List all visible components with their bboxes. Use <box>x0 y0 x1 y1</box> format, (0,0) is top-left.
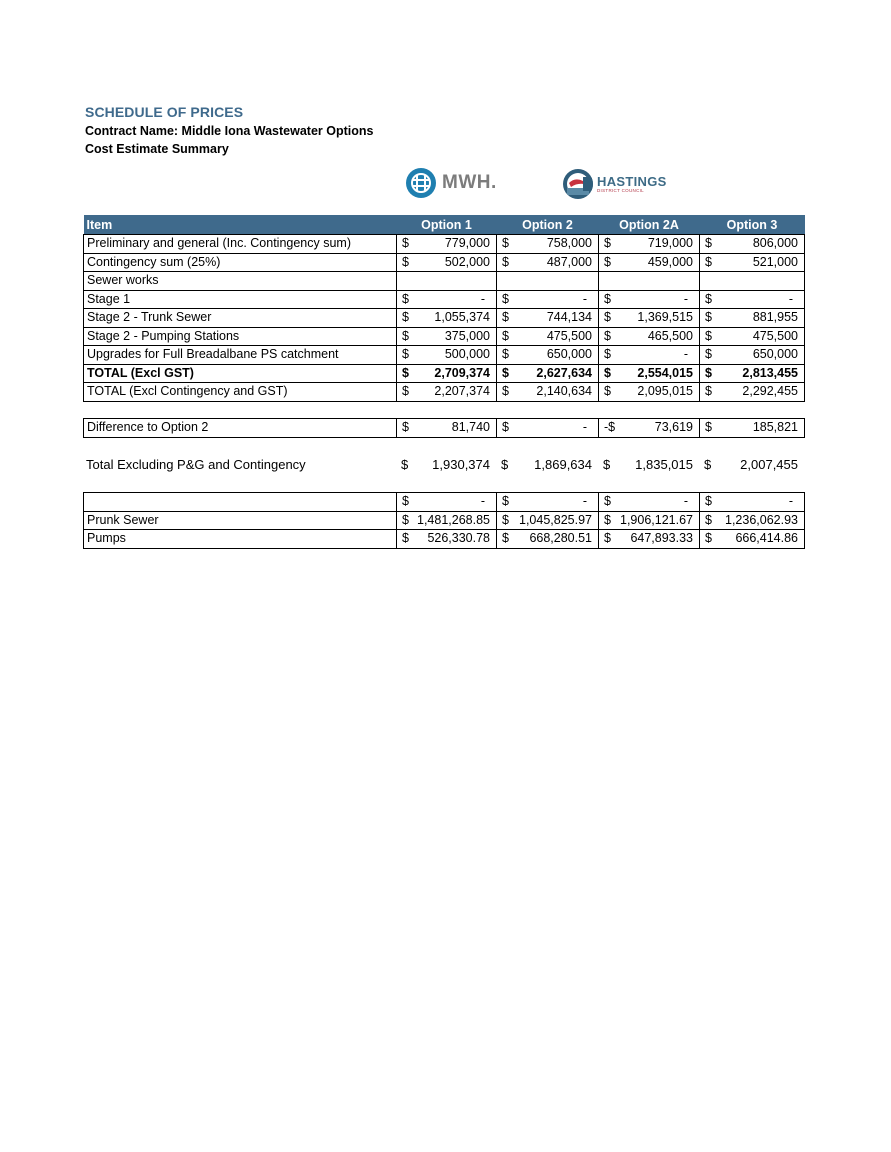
currency-symbol: $ <box>705 254 712 269</box>
currency-symbol: $ <box>604 512 611 527</box>
item-label: TOTAL (Excl GST) <box>84 364 397 383</box>
value-cell <box>700 253 805 272</box>
table-header-row <box>84 216 805 235</box>
amount: 465,500 <box>647 328 693 343</box>
currency-symbol: $ <box>502 531 509 546</box>
amount: 2,207,374 <box>434 384 490 399</box>
amount: 2,627,634 <box>536 365 592 380</box>
column-header-option-3: Option 3 <box>700 216 805 235</box>
value-cell <box>599 364 700 383</box>
value-cell <box>599 419 700 438</box>
amount: 1,906,121.67 <box>620 512 693 527</box>
currency-symbol: $ <box>502 512 509 527</box>
value-cell <box>397 419 497 438</box>
currency-symbol: $ <box>604 384 611 399</box>
value-cell <box>599 493 700 512</box>
amount: 487,000 <box>546 254 592 269</box>
mwh-logo-text: MWH. <box>442 172 497 193</box>
amount: 1,481,268.85 <box>417 512 490 527</box>
currency-symbol: $ <box>502 365 509 380</box>
total-excluding-row <box>83 456 804 474</box>
currency-symbol: $ <box>402 512 409 527</box>
currency-symbol: $ <box>402 420 409 435</box>
column-header-option-1: Option 1 <box>397 216 497 235</box>
item-label: Total Excluding P&G and Contingency <box>86 457 306 473</box>
table-row <box>84 327 805 346</box>
amount: 185,821 <box>752 420 798 435</box>
amount: - <box>480 291 485 306</box>
table-row <box>84 364 805 383</box>
currency-symbol: $ <box>402 347 409 362</box>
currency-symbol: $ <box>705 347 712 362</box>
value-cell <box>497 364 599 383</box>
item-label: Pumps <box>84 530 397 549</box>
amount: 375,000 <box>444 328 490 343</box>
amount: 719,000 <box>647 236 693 251</box>
amount: 2,007,455 <box>740 457 798 473</box>
currency-symbol: $ <box>502 420 509 435</box>
value-cell <box>397 253 497 272</box>
amount: - <box>480 494 485 509</box>
amount: 647,893.33 <box>630 531 693 546</box>
value-cell <box>497 493 599 512</box>
amount: 779,000 <box>444 236 490 251</box>
value-cell <box>599 511 700 530</box>
currency-symbol: $ <box>705 384 712 399</box>
amount: - <box>582 420 587 435</box>
value-cell <box>700 530 805 549</box>
amount: 666,414.86 <box>735 531 798 546</box>
currency-symbol: $ <box>402 365 409 380</box>
value-cell <box>397 272 497 291</box>
breakdown-table <box>83 492 805 549</box>
value-cell <box>397 511 497 530</box>
amount: 1,930,374 <box>432 457 490 473</box>
value-cell <box>599 235 700 254</box>
value-cell <box>599 383 700 402</box>
value-cell <box>700 511 805 530</box>
mwh-logo <box>406 168 497 198</box>
value-cell <box>599 253 700 272</box>
value-cell <box>497 346 599 365</box>
amount: 500,000 <box>444 347 490 362</box>
amount: 521,000 <box>752 254 798 269</box>
currency-symbol: $ <box>705 531 712 546</box>
value-cell <box>497 290 599 309</box>
hastings-logo-name: HASTINGS <box>597 173 667 189</box>
currency-symbol: -$ <box>604 420 616 435</box>
value-cell <box>397 309 497 328</box>
amount: 1,055,374 <box>434 310 490 325</box>
amount: 475,500 <box>546 328 592 343</box>
currency-symbol: $ <box>502 347 509 362</box>
amount: 1,835,015 <box>635 457 693 473</box>
item-label: Stage 2 - Trunk Sewer <box>84 309 397 328</box>
amount: - <box>788 291 793 306</box>
value-cell <box>599 290 700 309</box>
amount: 526,330.78 <box>427 531 490 546</box>
value-cell <box>700 309 805 328</box>
value-cell <box>397 235 497 254</box>
value-cell <box>497 530 599 549</box>
table-row <box>84 235 805 254</box>
amount: 668,280.51 <box>529 531 592 546</box>
currency-symbol: $ <box>402 291 409 306</box>
table-row <box>84 290 805 309</box>
amount: 475,500 <box>752 328 798 343</box>
bird-logo-icon <box>563 169 593 199</box>
currency-symbol: $ <box>502 328 509 343</box>
amount: - <box>683 494 688 509</box>
value-cell <box>397 383 497 402</box>
amount: - <box>683 347 688 362</box>
amount: 758,000 <box>546 236 592 251</box>
amount: 81,740 <box>451 420 490 435</box>
amount: - <box>582 291 587 306</box>
item-label: Upgrades for Full Breadalbane PS catchment <box>84 346 397 365</box>
value-cell <box>700 290 805 309</box>
value-cell <box>699 456 804 474</box>
value-cell <box>599 309 700 328</box>
document-subtitle: Cost Estimate Summary <box>85 142 229 156</box>
amount: 650,000 <box>546 347 592 362</box>
currency-symbol: $ <box>604 365 611 380</box>
item-label <box>84 493 397 512</box>
item-label: Sewer works <box>84 272 397 291</box>
value-cell <box>700 493 805 512</box>
amount: 744,134 <box>546 310 592 325</box>
column-header-item: Item <box>84 216 397 235</box>
column-header-option-2: Option 2 <box>497 216 599 235</box>
cost-summary-table <box>83 215 805 402</box>
value-cell <box>599 530 700 549</box>
currency-symbol: $ <box>502 494 509 509</box>
amount: 1,236,062.93 <box>725 512 798 527</box>
value-cell <box>397 327 497 346</box>
amount: - <box>788 494 793 509</box>
value-cell <box>497 327 599 346</box>
value-cell <box>397 493 497 512</box>
currency-symbol: $ <box>604 328 611 343</box>
currency-symbol: $ <box>704 457 712 473</box>
value-cell <box>700 235 805 254</box>
currency-symbol: $ <box>604 310 611 325</box>
amount: - <box>683 291 688 306</box>
value-cell <box>599 272 700 291</box>
hastings-logo <box>563 169 667 199</box>
currency-symbol: $ <box>705 420 712 435</box>
value-cell <box>497 253 599 272</box>
value-cell <box>497 272 599 291</box>
currency-symbol: $ <box>705 328 712 343</box>
item-label: Contingency sum (25%) <box>84 253 397 272</box>
amount: 502,000 <box>444 254 490 269</box>
value-cell <box>496 456 598 474</box>
item-label: Stage 2 - Pumping Stations <box>84 327 397 346</box>
item-label: Preliminary and general (Inc. Contingency sum) <box>84 235 397 254</box>
currency-symbol: $ <box>402 494 409 509</box>
amount: 2,554,015 <box>637 365 693 380</box>
value-cell <box>396 456 496 474</box>
currency-symbol: $ <box>705 512 712 527</box>
currency-symbol: $ <box>402 531 409 546</box>
table-row <box>84 253 805 272</box>
value-cell <box>700 364 805 383</box>
currency-symbol: $ <box>502 384 509 399</box>
value-cell <box>397 530 497 549</box>
value-cell <box>497 419 599 438</box>
contract-name: Contract Name: Middle Iona Wastewater Options <box>85 124 374 138</box>
value-cell <box>700 327 805 346</box>
total-excluding-table <box>83 456 804 474</box>
breakdown-row <box>84 511 805 530</box>
value-cell <box>700 346 805 365</box>
value-cell <box>598 456 699 474</box>
value-cell <box>397 364 497 383</box>
currency-symbol: $ <box>603 457 611 473</box>
amount: 459,000 <box>647 254 693 269</box>
currency-symbol: $ <box>604 291 611 306</box>
item-label: Difference to Option 2 <box>84 419 397 438</box>
amount: 2,709,374 <box>434 365 490 380</box>
amount: 2,292,455 <box>742 384 798 399</box>
item-label: TOTAL (Excl Contingency and GST) <box>84 383 397 402</box>
table-row <box>84 383 805 402</box>
currency-symbol: $ <box>502 310 509 325</box>
table-row <box>84 272 805 291</box>
value-cell <box>397 290 497 309</box>
value-cell <box>497 511 599 530</box>
currency-symbol: $ <box>604 347 611 362</box>
amount: 2,095,015 <box>637 384 693 399</box>
amount: - <box>582 494 587 509</box>
currency-symbol: $ <box>604 531 611 546</box>
currency-symbol: $ <box>604 494 611 509</box>
currency-symbol: $ <box>705 365 712 380</box>
currency-symbol: $ <box>402 328 409 343</box>
value-cell <box>497 383 599 402</box>
amount: 2,813,455 <box>742 365 798 380</box>
amount: 1,869,634 <box>534 457 592 473</box>
column-header-option-2a: Option 2A <box>599 216 700 235</box>
difference-row <box>84 419 805 438</box>
difference-table <box>83 418 805 438</box>
currency-symbol: $ <box>705 310 712 325</box>
currency-symbol: $ <box>402 384 409 399</box>
schedule-title: SCHEDULE OF PRICES <box>85 104 244 120</box>
value-cell <box>497 235 599 254</box>
hastings-logo-subtitle: DISTRICT COUNCIL <box>597 187 644 193</box>
breakdown-row <box>84 530 805 549</box>
amount: 1,045,825.97 <box>519 512 592 527</box>
currency-symbol: $ <box>502 236 509 251</box>
value-cell <box>700 419 805 438</box>
currency-symbol: $ <box>402 254 409 269</box>
breakdown-row <box>84 493 805 512</box>
value-cell <box>497 309 599 328</box>
value-cell <box>397 346 497 365</box>
currency-symbol: $ <box>502 291 509 306</box>
value-cell <box>700 272 805 291</box>
currency-symbol: $ <box>502 254 509 269</box>
amount: 73,619 <box>654 420 693 435</box>
currency-symbol: $ <box>401 457 409 473</box>
amount: 2,140,634 <box>536 384 592 399</box>
currency-symbol: $ <box>705 494 712 509</box>
currency-symbol: $ <box>402 236 409 251</box>
item-label: Prunk Sewer <box>84 511 397 530</box>
amount: 1,369,515 <box>637 310 693 325</box>
amount: 881,955 <box>752 310 798 325</box>
globe-logo-icon <box>406 168 436 198</box>
table-row <box>84 309 805 328</box>
currency-symbol: $ <box>705 236 712 251</box>
amount: 806,000 <box>752 236 798 251</box>
currency-symbol: $ <box>402 310 409 325</box>
amount: 650,000 <box>752 347 798 362</box>
table-row <box>84 346 805 365</box>
value-cell <box>700 383 805 402</box>
item-label: Stage 1 <box>84 290 397 309</box>
currency-symbol: $ <box>705 291 712 306</box>
currency-symbol: $ <box>604 236 611 251</box>
value-cell <box>599 327 700 346</box>
value-cell <box>599 346 700 365</box>
currency-symbol: $ <box>604 254 611 269</box>
currency-symbol: $ <box>501 457 509 473</box>
